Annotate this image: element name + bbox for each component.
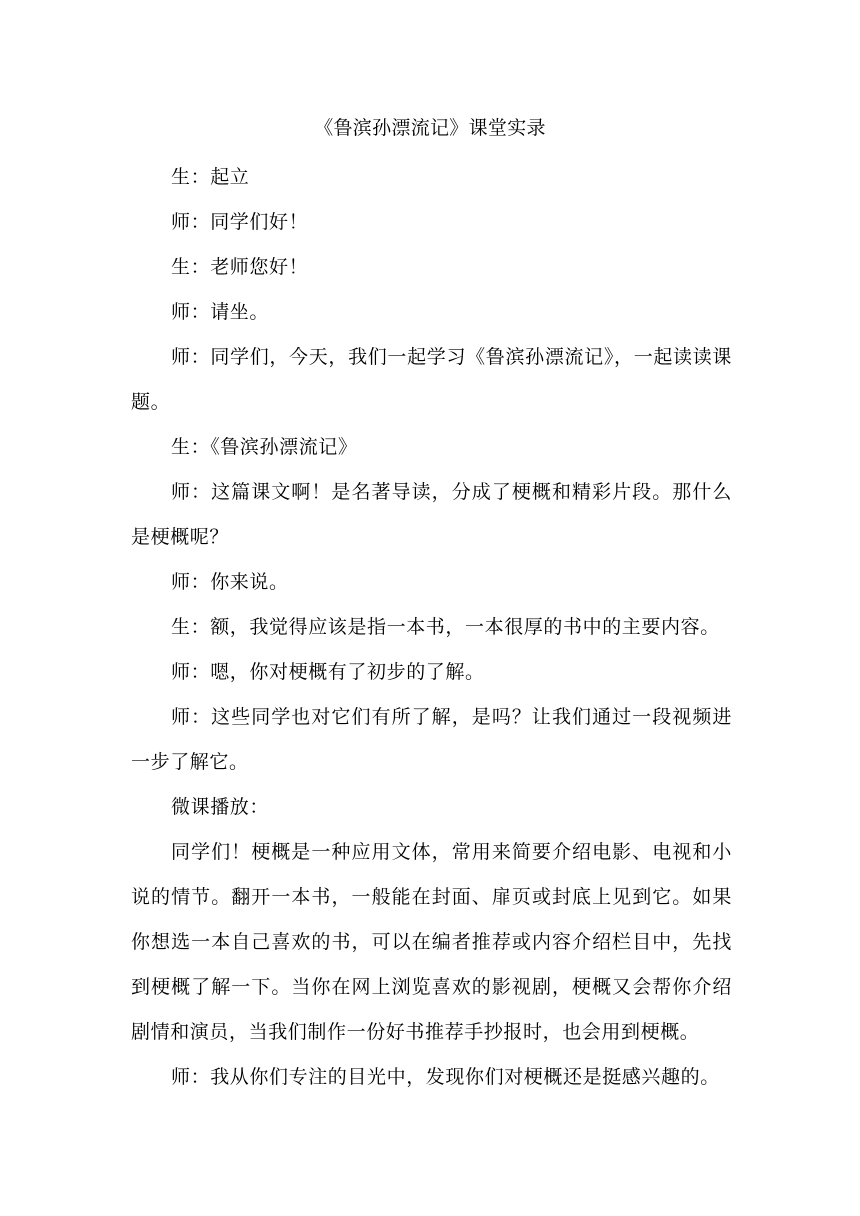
document-title: 《鲁滨孙漂流记》课堂实录 <box>314 117 546 139</box>
paragraph: 生：额，我觉得应该是指一本书，一本很厚的书中的主要内容。 <box>171 616 720 638</box>
paragraph: 师：这篇课文啊！是名著导读，分成了梗概和精彩片段。那什么是梗概呢？ <box>131 481 732 548</box>
paragraph: 师：同学们，今天，我们一起学习《鲁滨孙漂流记》，一起读读课题。 <box>131 346 732 413</box>
paragraph: 师：我从你们专注的目光中，发现你们对梗概还是挺感兴趣的。 <box>171 1066 720 1088</box>
paragraph: 同学们！梗概是一种应用文体，常用来简要介绍电影、电视和小说的情节。翻开一本书，一般能在封面、扉页或封底上见到它。如果你想选一本自己喜欢的书，可以在编者推荐或内容介绍栏目中，先找到梗概了解一下。当你在网上浏览喜欢的影视剧，梗概又会帮你介绍剧情和演员，当我们制作一份好书推荐手抄报时，也会用到梗概。 <box>131 841 732 1043</box>
paragraph: 师：你来说。 <box>171 571 289 593</box>
paragraph: 生：起立 <box>171 166 250 188</box>
paragraph: 生：《鲁滨孙漂流记》 <box>171 436 358 458</box>
paragraph: 师：嗯，你对梗概有了初步的了解。 <box>171 661 485 683</box>
paragraph: 师：这些同学也对它们有所了解，是吗？让我们通过一段视频进一步了解它。 <box>131 706 732 773</box>
paragraph: 师：同学们好！ <box>171 211 309 233</box>
paragraph: 生：老师您好！ <box>171 256 309 278</box>
paragraph: 师：请坐。 <box>171 301 270 323</box>
document-body <box>131 155 732 1100</box>
paragraph: 微课播放： <box>171 796 270 818</box>
